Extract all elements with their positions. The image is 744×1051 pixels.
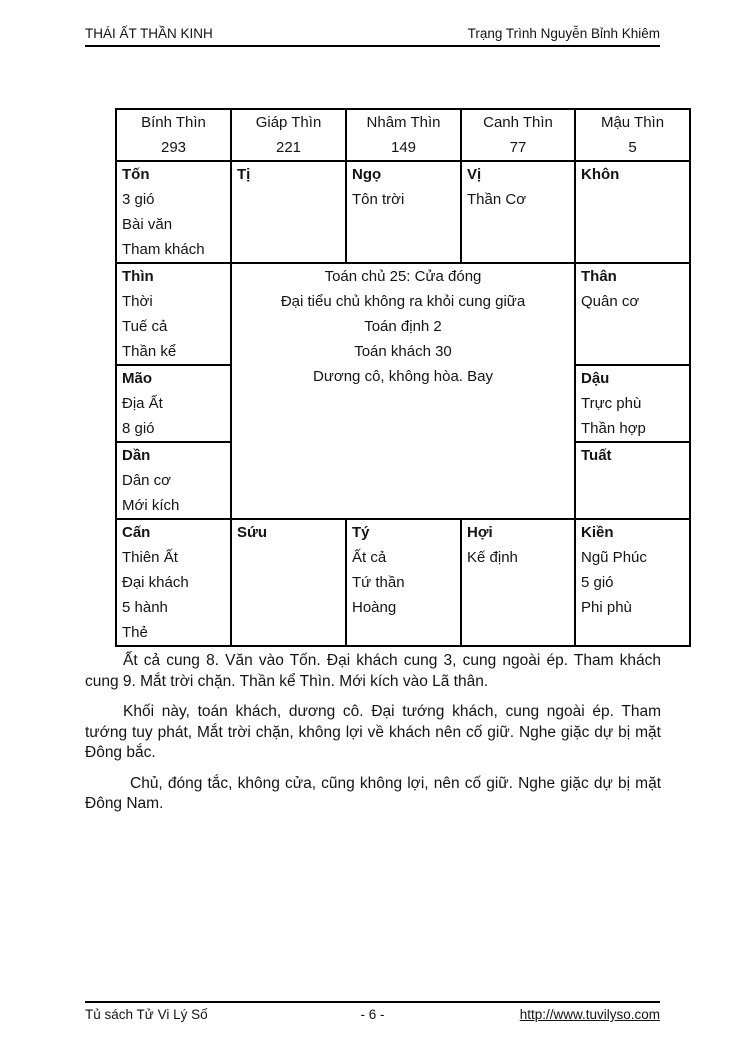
page-header bbox=[85, 26, 660, 41]
cell-line: Thời bbox=[122, 293, 153, 310]
year-name: Canh Thìn bbox=[483, 114, 553, 131]
cell-title: Tốn bbox=[122, 166, 150, 183]
cell-line: Tuế cả bbox=[122, 318, 168, 335]
page-footer bbox=[85, 1007, 660, 1022]
palace-row-top bbox=[116, 161, 690, 263]
year-cell-mau-thin bbox=[575, 109, 690, 161]
cell-mao bbox=[116, 365, 231, 442]
cell-line: 8 gió bbox=[122, 420, 155, 437]
page-number: - 6 - bbox=[360, 1007, 385, 1022]
center-line: Đại tiểu chủ không ra khỏi cung giữa bbox=[280, 293, 526, 310]
year-name: Bính Thìn bbox=[141, 114, 206, 131]
center-line: Toán chủ 25: Cửa đóng bbox=[324, 268, 482, 285]
author-name: Trạng Trình Nguyễn Bỉnh Khiêm bbox=[467, 26, 660, 41]
year-name: Mậu Thìn bbox=[600, 114, 665, 131]
cell-kien bbox=[575, 519, 690, 646]
book-title: THÁI ẤT THẦN KINH bbox=[85, 26, 213, 41]
cell-line: Thần Cơ bbox=[467, 191, 527, 208]
cell-line: Đại khách bbox=[122, 574, 189, 591]
year-value: 293 bbox=[160, 139, 187, 156]
cell-line: Ngũ Phúc bbox=[581, 549, 647, 566]
cell-line: Trực phù bbox=[581, 395, 642, 412]
cell-hoi bbox=[461, 519, 575, 646]
year-name: Nhâm Thìn bbox=[366, 114, 441, 131]
cell-line: Hoàng bbox=[352, 599, 397, 616]
center-cell bbox=[231, 263, 575, 519]
cell-can bbox=[116, 519, 231, 646]
footer-url-link[interactable]: http://www.tuvilyso.com bbox=[519, 1007, 661, 1022]
header-rule bbox=[85, 45, 660, 47]
cell-khon bbox=[575, 161, 690, 263]
commentary-block bbox=[85, 651, 661, 825]
cell-title: Sứu bbox=[237, 524, 268, 541]
cell-line: Thiên Ất bbox=[122, 549, 178, 566]
cell-title: Dậu bbox=[581, 370, 610, 387]
cell-title: Dần bbox=[122, 447, 151, 464]
cell-line: Bài văn bbox=[122, 216, 173, 233]
cell-vi bbox=[461, 161, 575, 263]
center-line: Toán khách 30 bbox=[354, 343, 452, 360]
cell-title: Tý bbox=[352, 524, 370, 541]
cell-title: Kiền bbox=[581, 524, 614, 541]
cell-title: Ngọ bbox=[352, 166, 382, 183]
cell-line: Địa Ất bbox=[122, 395, 163, 412]
commentary-paragraph-2: Khối này, toán khách, dương cô. Đại tướng khách, cung ngoài ép. Tham tướng tuy phát, Mắt trời chặn, không lợi về khách nên cố giữ. Nghe giặc dự bị mặt Đông bắc. bbox=[85, 703, 661, 761]
cell-dan bbox=[116, 442, 231, 519]
cell-line: 5 gió bbox=[581, 574, 614, 591]
cell-line: Thần kể bbox=[122, 343, 177, 360]
cell-ti bbox=[231, 161, 346, 263]
year-value: 77 bbox=[509, 139, 527, 156]
commentary-paragraph-1: Ất cả cung 8. Văn vào Tốn. Đại khách cung 3, cung ngoài ép. Tham khách cung 9. Mắt trời chặn. Thần kể Thìn. Mới kích vào Lã thân. bbox=[85, 652, 661, 690]
year-cell-binh-thin bbox=[116, 109, 231, 161]
cell-dau bbox=[575, 365, 690, 442]
cell-tuat bbox=[575, 442, 690, 519]
cell-title: Mão bbox=[122, 370, 152, 387]
year-cell-giap-thin bbox=[231, 109, 346, 161]
cell-line: Ất cả bbox=[352, 549, 387, 566]
cell-title: Hợi bbox=[467, 524, 493, 541]
cell-line: Phi phù bbox=[581, 599, 632, 616]
cell-title: Vị bbox=[467, 166, 482, 183]
cell-than bbox=[575, 263, 690, 365]
cell-title: Cấn bbox=[122, 524, 151, 541]
cell-line: Dân cơ bbox=[122, 472, 172, 489]
cell-line: Tôn trời bbox=[352, 191, 405, 208]
footer-series-title: Tủ sách Tử Vi Lý Số bbox=[85, 1007, 208, 1022]
cell-line: Mới kích bbox=[122, 497, 180, 514]
cell-line: Thần hợp bbox=[581, 420, 646, 437]
thai-at-grid bbox=[115, 108, 691, 647]
year-cell-nham-thin bbox=[346, 109, 461, 161]
year-value: 5 bbox=[628, 139, 637, 156]
center-line: Dương cô, không hòa. Bay bbox=[313, 368, 493, 385]
cell-thin bbox=[116, 263, 231, 365]
commentary-paragraph-3: Chủ, đóng tắc, không cửa, cũng không lợi, nên cố giữ. Nghe giặc dự bị mặt Đông Nam. bbox=[85, 774, 661, 812]
year-value: 221 bbox=[275, 139, 302, 156]
cell-ngo bbox=[346, 161, 461, 263]
cell-title: Tị bbox=[237, 166, 251, 183]
cell-suu bbox=[231, 519, 346, 646]
cell-line: Quân cơ bbox=[581, 293, 640, 310]
cell-title: Tuất bbox=[581, 447, 612, 464]
cell-ton bbox=[116, 161, 231, 263]
palace-row-bottom bbox=[116, 519, 690, 646]
cell-line: Kế định bbox=[467, 549, 518, 566]
footer-rule bbox=[85, 1001, 660, 1003]
cell-title: Khôn bbox=[581, 166, 620, 183]
cell-line: Thẻ bbox=[122, 624, 148, 641]
cell-ty bbox=[346, 519, 461, 646]
cell-line: 3 gió bbox=[122, 191, 155, 208]
cell-line: Tứ thần bbox=[352, 574, 405, 591]
year-name: Giáp Thìn bbox=[255, 114, 322, 131]
year-value: 149 bbox=[390, 139, 417, 156]
year-row bbox=[116, 109, 690, 161]
cell-title: Thân bbox=[581, 268, 617, 285]
cell-line: Tham khách bbox=[122, 241, 205, 258]
cell-line: 5 hành bbox=[122, 599, 168, 616]
cell-title: Thìn bbox=[122, 268, 154, 285]
center-line: Toán định 2 bbox=[364, 318, 442, 335]
palace-row-middle-1 bbox=[116, 263, 690, 365]
year-cell-canh-thin bbox=[461, 109, 575, 161]
